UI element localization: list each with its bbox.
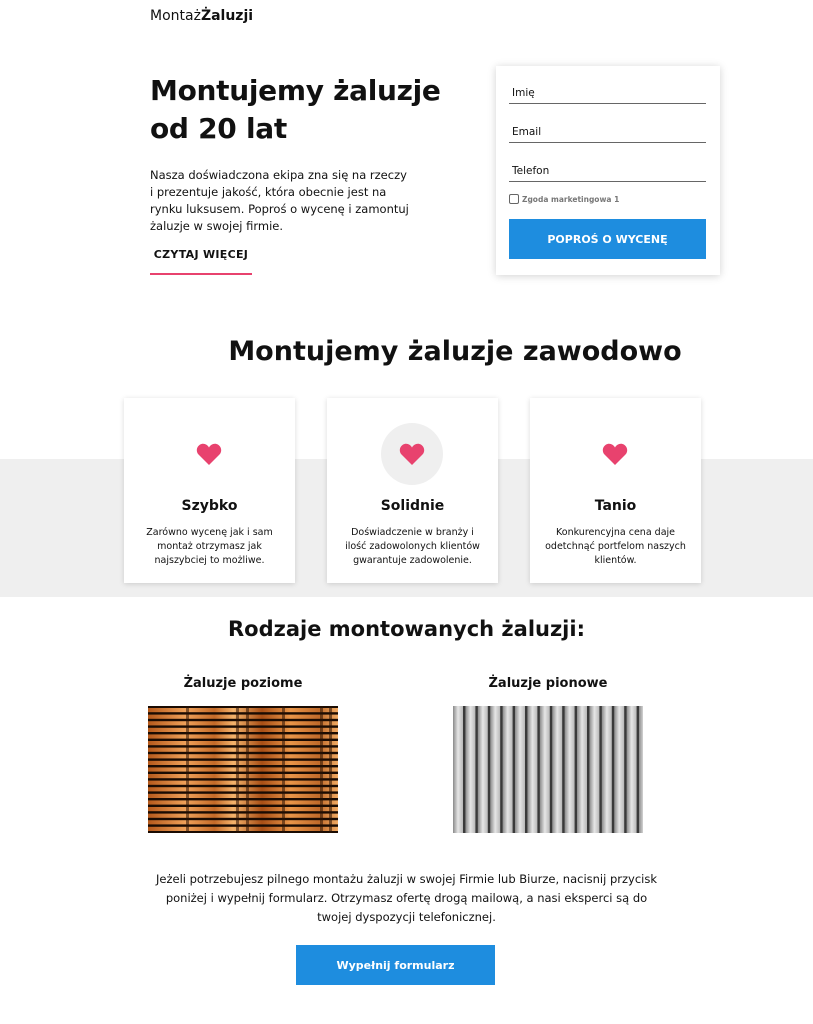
heart-icon [381, 423, 443, 485]
hero-text: Nasza doświadczona ekipa zna się na rzeczy i prezentuje jakość, która obecnie jest na rynku luksusem. Poproś o wycenę i zamontuj żaluzje w swojej firmie. [150, 168, 409, 233]
quote-form [496, 66, 720, 275]
name-field[interactable] [509, 82, 706, 104]
feature-card-fast [124, 398, 295, 583]
types-title: Rodzaje montowanych żaluzji: [228, 617, 585, 641]
feature-card-solid [327, 398, 498, 583]
logo-regular: Montaż [150, 8, 201, 24]
email-field[interactable] [509, 121, 706, 143]
feature-title: Solidnie [380, 498, 445, 514]
feature-title: Tanio [594, 498, 637, 514]
read-more-link[interactable]: CZYTAJ WIĘCEJ [150, 248, 252, 275]
consent-label: Zgoda marketingowa 1 [522, 194, 620, 204]
hero-title: Montujemy żaluzje od 20 lat [150, 74, 441, 145]
cta-text: Jeżeli potrzebujesz pilnego montażu żaluzji w swojej Firmie lub Biurze, nacisnij przycisk poniżej i wypełnij formularz. Otrzymasz ofertę drogą mailową, a nasi eksperci są do twojej dyspozycji telefonicznej. [155, 872, 658, 924]
vertical-blinds-image [453, 706, 643, 833]
heart-icon [178, 423, 240, 485]
feature-text: Zarówno wycenę jak i sam montaż otrzymasz jak najszybciej to możliwe. [146, 527, 273, 566]
vertical-blinds-title: Żaluzje pionowe [488, 676, 608, 691]
heart-icon [584, 423, 646, 485]
phone-field[interactable] [509, 160, 706, 182]
request-quote-button[interactable]: POPROŚ O WYCENĘ [509, 219, 706, 259]
feature-card-cheap [530, 398, 701, 583]
logo-bold: Żaluzji [200, 8, 254, 24]
consent-checkbox[interactable] [509, 194, 519, 204]
fill-form-button[interactable]: Wypełnij formularz [296, 945, 495, 985]
feature-text: Konkurencyjna cena daje odetchnąć portfelom naszych klientów. [545, 527, 686, 566]
feature-text: Doświadczenie w branży i ilość zadowolonych klientów gwarantuje zadowolenie. [345, 527, 480, 566]
feature-title: Szybko [181, 498, 238, 514]
consent-row [509, 194, 619, 204]
horizontal-blinds-image [148, 706, 338, 833]
features-title: Montujemy żaluzje zawodowo [228, 336, 682, 367]
horizontal-blinds-title: Żaluzje poziome [183, 676, 303, 691]
site-logo[interactable] [150, 8, 253, 24]
